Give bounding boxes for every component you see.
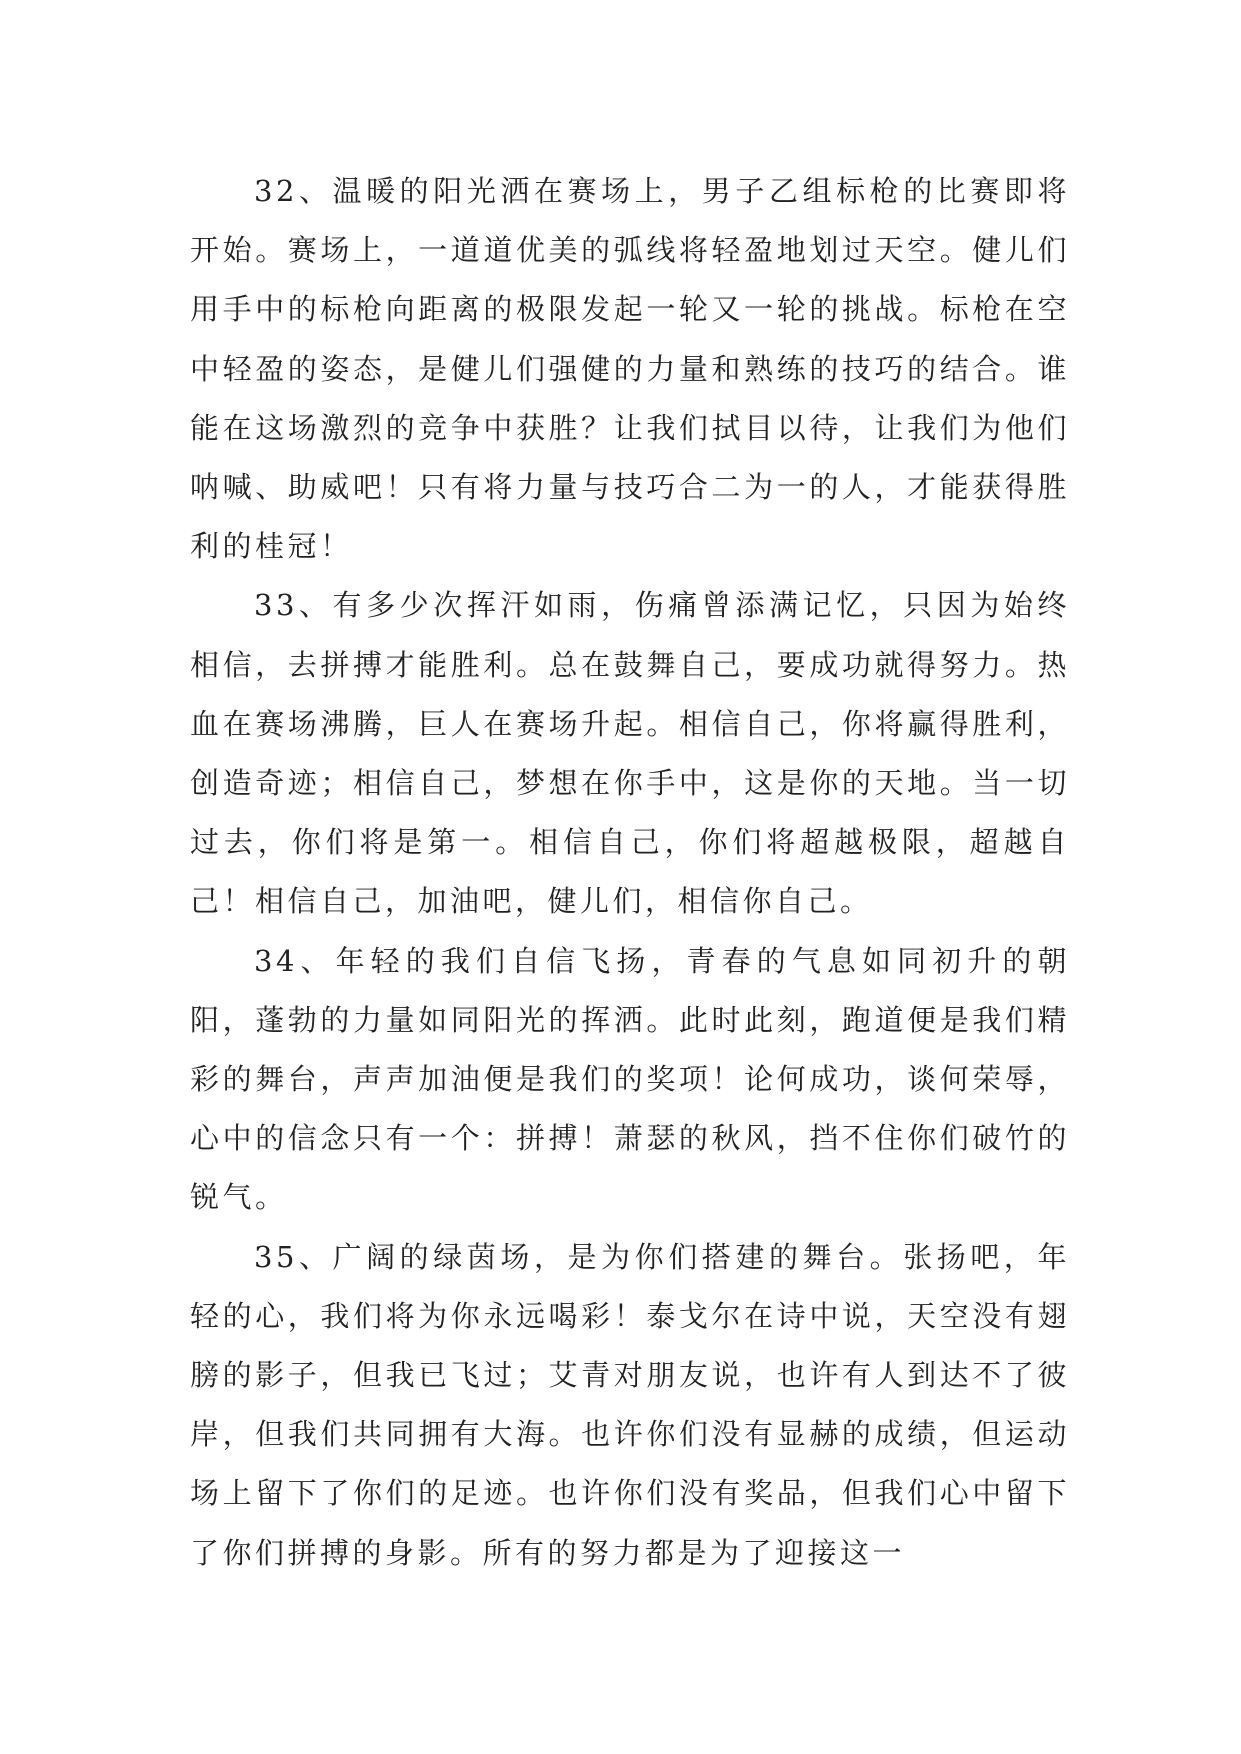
paragraph-32: 32、温暖的阳光洒在赛场上，男子乙组标枪的比赛即将开始。赛场上，一道道优美的弧线将轻盈地划过天空。健儿们用手中的标枪向距离的极限发起一轮又一轮的挑战。标枪在空中轻盈的姿态，是健儿们强健的力量和熟练的技巧的结合。谁能在这场激烈的竞争中获胜？让我们拭目以待，让我们为他们呐喊、助威吧！只有将力量与技巧合二为一的人，才能获得胜利的桂冠！	[190, 174, 1070, 564]
paragraph-34: 34、年轻的我们自信飞扬，青春的气息如同初升的朝阳，蓬勃的力量如同阳光的挥洒。此时此刻，跑道便是我们精彩的舞台，声声加油便是我们的奖项！论何成功，谈何荣辱，心中的信念只有一个：拼搏！萧瑟的秋风，挡不住你们破竹的锐气。	[190, 943, 1070, 1215]
paragraph-35: 35、广阔的绿茵场，是为你们搭建的舞台。张扬吧，年轻的心，我们将为你永远喝彩！泰戈尔在诗中说，天空没有翅膀的影子，但我已飞过；艾青对朋友说，也许有人到达不了彼岸，但我们共同拥有大海。也许你们没有显赫的成绩，但运动场上留下了你们的足迹。也许你们没有奖品，但我们心中留下了你们拼搏的身影。所有的努力都是为了迎接这一	[190, 1239, 1070, 1570]
document-page	[190, 162, 1070, 1583]
paragraph-33: 33、有多少次挥汗如雨，伤痛曾添满记忆，只因为始终相信，去拼搏才能胜利。总在鼓舞自己，要成功就得努力。热血在赛场沸腾，巨人在赛场升起。相信自己，你将赢得胜利，创造奇迹；相信自己，梦想在你手中，这是你的天地。当一切过去，你们将是第一。相信自己，你们将超越极限，超越自己！相信自己，加油吧，健儿们，相信你自己。	[190, 588, 1070, 919]
